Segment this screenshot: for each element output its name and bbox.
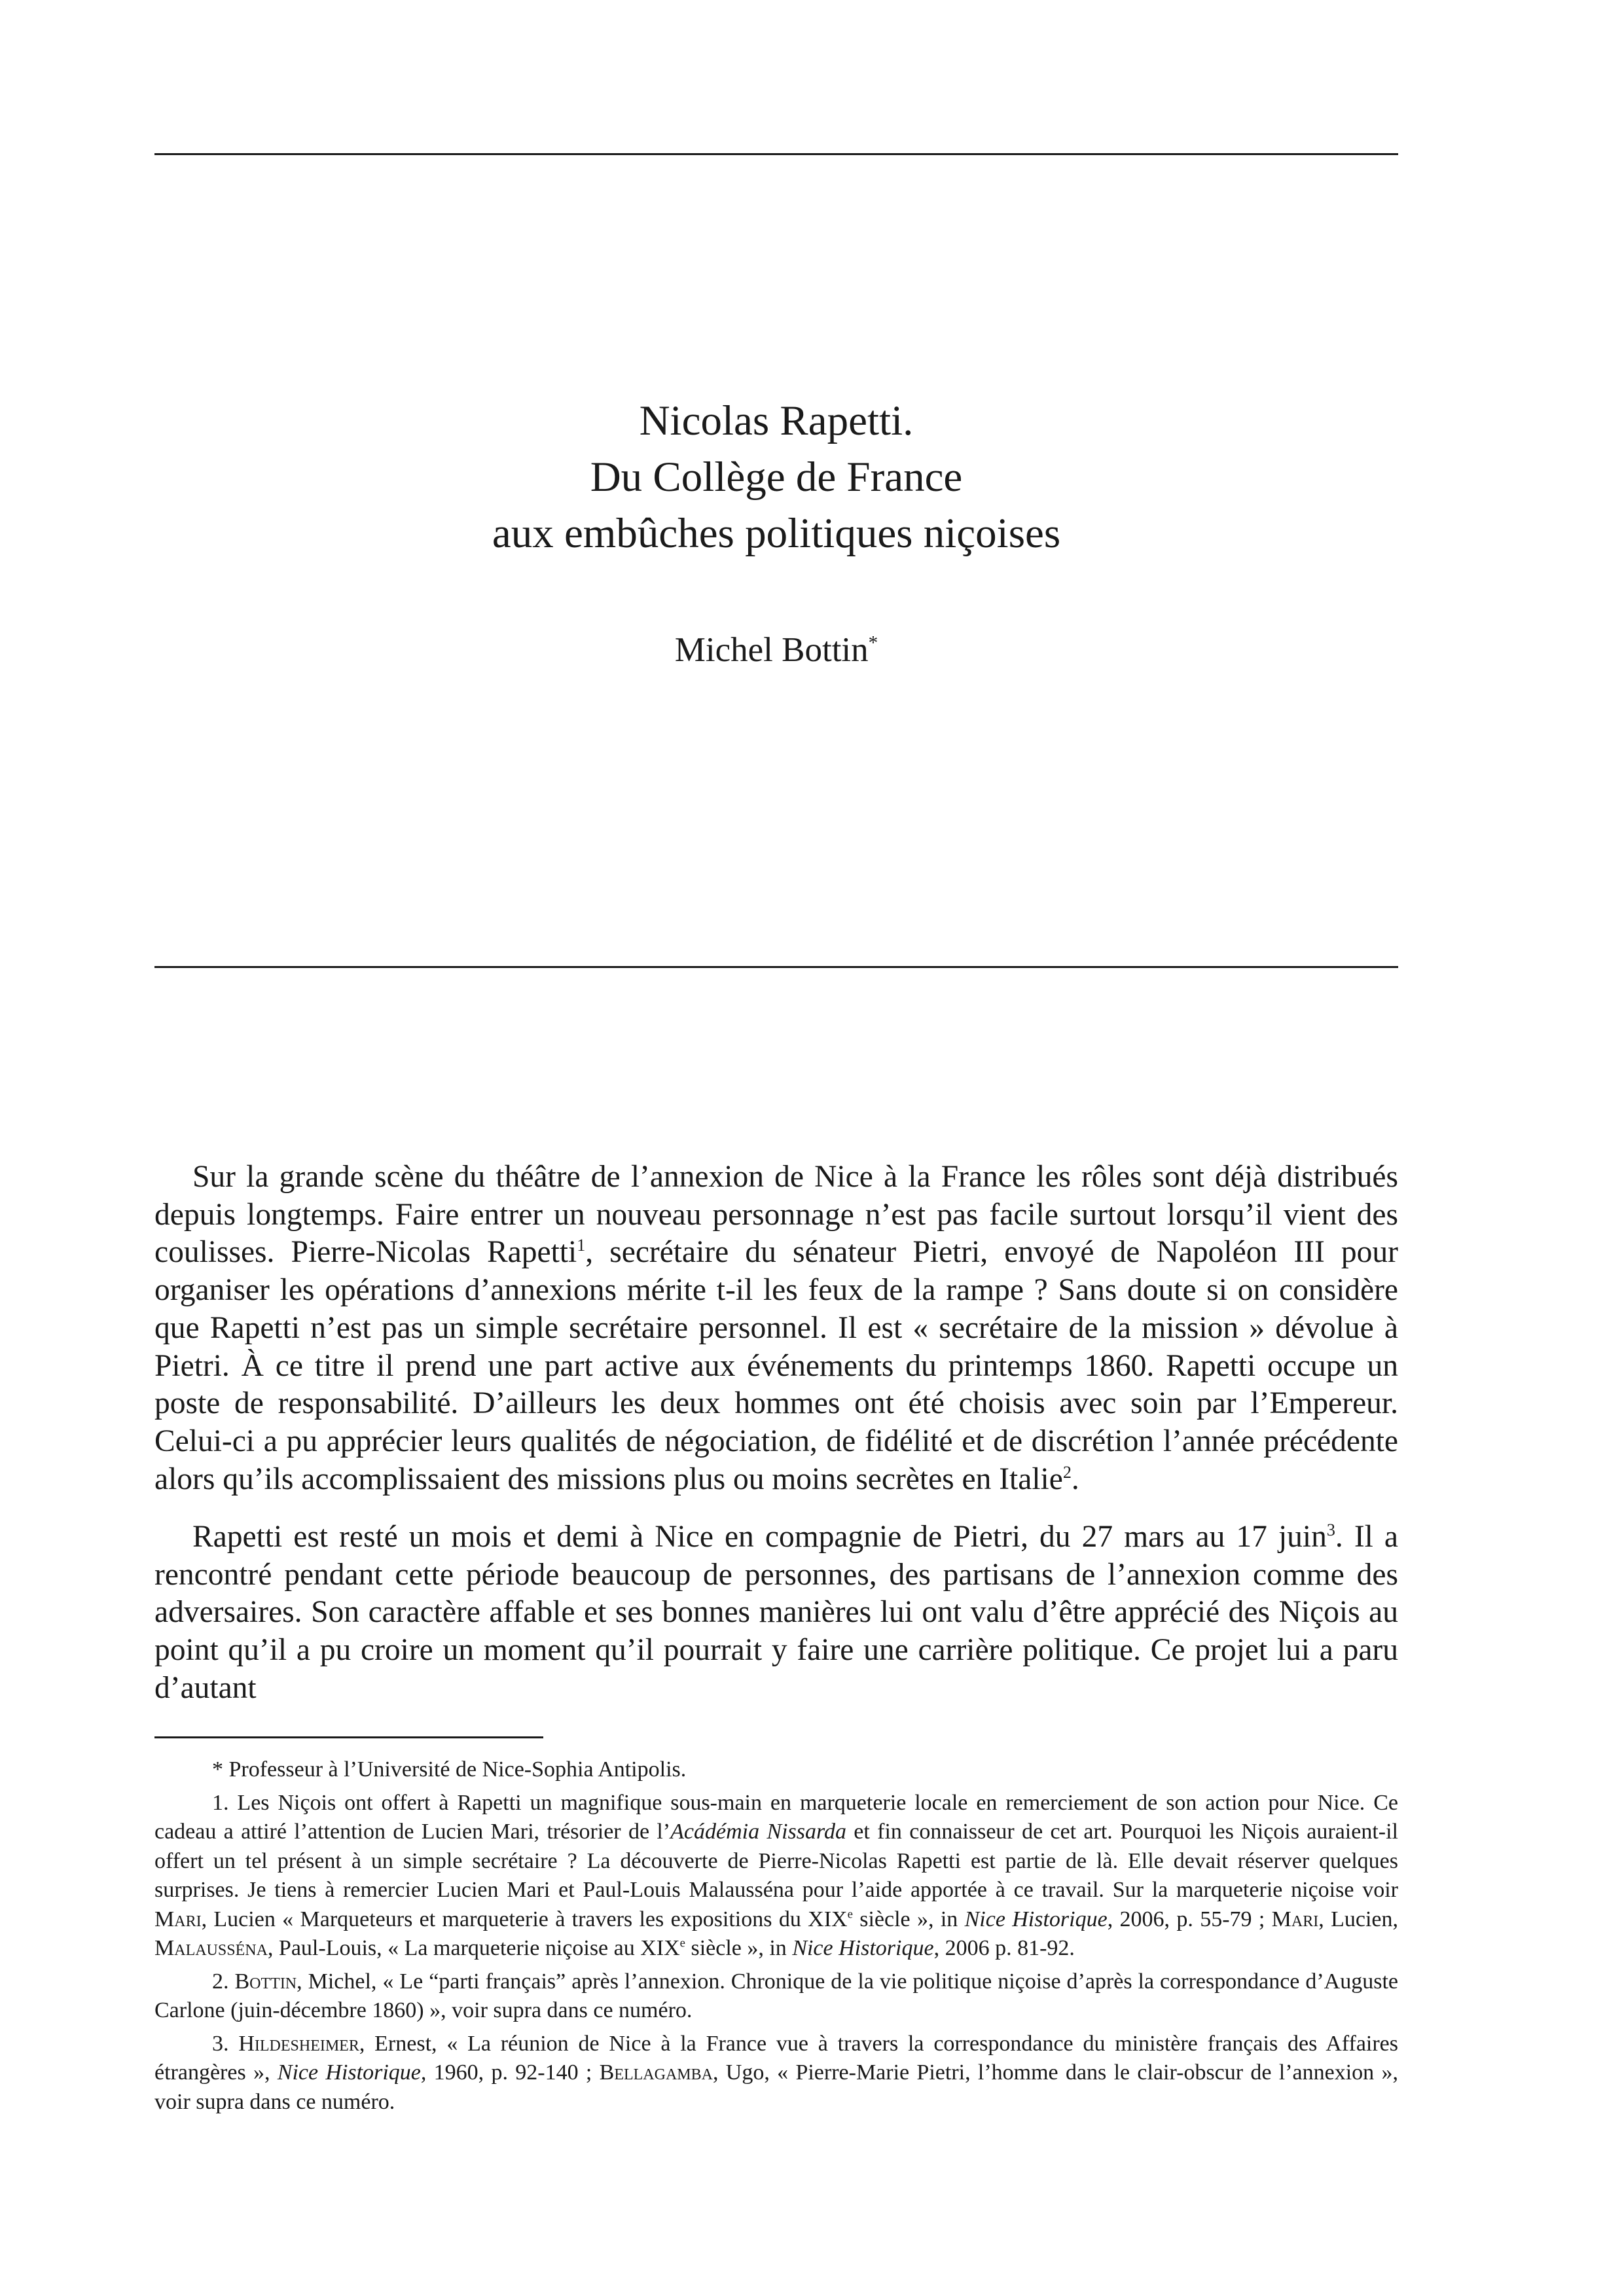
body-paragraph-1 <box>154 1158 1398 1498</box>
title-line-3: aux embûches politiques niçoises <box>492 510 1061 557</box>
footnote-star: * Professeur à l’Université de Nice-Sophia Antipolis. <box>212 1757 687 1782</box>
title-bottom-rule <box>154 966 1398 968</box>
p1-text-a: Sur la grande scène du théâtre de l’annexion de Nice à la France les rôles sont déjà distribués depuis longtemps. Faire entrer un nouveau personnage n’est pas facile surtout lorsqu’il vient des coulisses. Pierre-Nicolas Rapetti <box>154 1160 1398 1270</box>
footnote-ref-1: 1 <box>577 1236 586 1255</box>
title-line-1: Nicolas Rapetti. <box>639 397 914 444</box>
footnote-2: 2. Bottin, Michel, « Le “parti français” après l’annexion. Chronique de la vie politique niçoise d’après la correspondance d’Auguste Carlone (juin-décembre 1860) », voir supra dans ce numéro. <box>154 1969 1399 2022</box>
author-name <box>154 627 1398 673</box>
footnote-1: 1. Les Niçois ont offert à Rapetti un magnifique sous-main en marqueterie locale en remerciement de son action pour Nice. Ce cadeau a attiré l’attention de Lucien Mari, trésorier de l’Acádémia Nissarda et fin connaisseur de cet art. Pourquoi les Niçois auraient-il offert un tel présent à un simple secrétaire ? La découverte de Pierre-Nicolas Rapetti est partie de là. Elle devait réserver quelques surprises. Je tiens à remercier Lucien Mari et Paul-Louis Malausséna pour l’aide apportée à ce travail. Sur la marqueterie niçoise voir Mari, Lucien « Marqueteurs et marqueterie à travers les expositions du XIXe siècle », in Nice Historique, 2006, p. 55-79 ; Mari, Lucien, Malausséna, Paul-Louis, « La marqueterie niçoise au XIXe siècle », in Nice Historique, 2006 p. 81-92. <box>154 1790 1398 1960</box>
footnote-separator <box>154 1736 543 1738</box>
p2-text-a: Rapetti est resté un mois et demi à Nice en compagnie de Pietri, du 27 mars au 17 juin <box>192 1520 1327 1554</box>
article-title <box>154 393 1398 562</box>
footnotes <box>154 1755 1398 2121</box>
author-footnote-mark: * <box>868 632 878 654</box>
p1-text-c: . <box>1071 1462 1079 1496</box>
footnote-ref-3: 3 <box>1326 1520 1335 1540</box>
top-rule <box>154 153 1398 155</box>
author-text: Michel Bottin <box>674 631 869 669</box>
footnote-3: 3. Hildesheimer, Ernest, « La réunion de Nice à la France vue à travers la correspondance du ministère français des Affaires étrangères », Nice Historique, 1960, p. 92-140 ; Bellagamba, Ugo, « Pierre-Marie Pietri, l’homme dans le clair-obscur de l’annexion », voir supra dans ce numéro. <box>154 2031 1398 2114</box>
p1-text-b: , secrétaire du sénateur Pietri, envoyé de Napoléon III pour organiser les opérations d’annexions mérite t-il les feux de la rampe ? Sans doute si on considère que Rapetti n’est pas un simple secrétaire personnel. Il est « secrétaire de la mission » dévolue à Pietri. À ce titre il prend une part active aux événements du printemps 1860. Rapetti occupe un poste de responsabilité. D’ailleurs les deux hommes ont été choisis avec soin par l’Empereur. Celui-ci a pu apprécier leurs qualités de négociation, de fidélité et de discrétion l’année précédente alors qu’ils accomplissaient des missions plus ou moins secrètes en Italie <box>154 1235 1398 1496</box>
p2-text-b: . Il a rencontré pendant cette période beaucoup de personnes, des partisans de l’annexion comme des adversaires. Son caractère affable et ses bonnes manières lui ont valu d’être apprécié des Niçois au point qu’il a pu croire un moment qu’il pourrait y faire une carrière politique. Ce projet lui a paru d’autant <box>154 1520 1398 1705</box>
footnote-ref-2: 2 <box>1062 1462 1072 1482</box>
title-line-2: Du Collège de France <box>590 454 963 501</box>
body-paragraph-2 <box>154 1518 1398 1708</box>
